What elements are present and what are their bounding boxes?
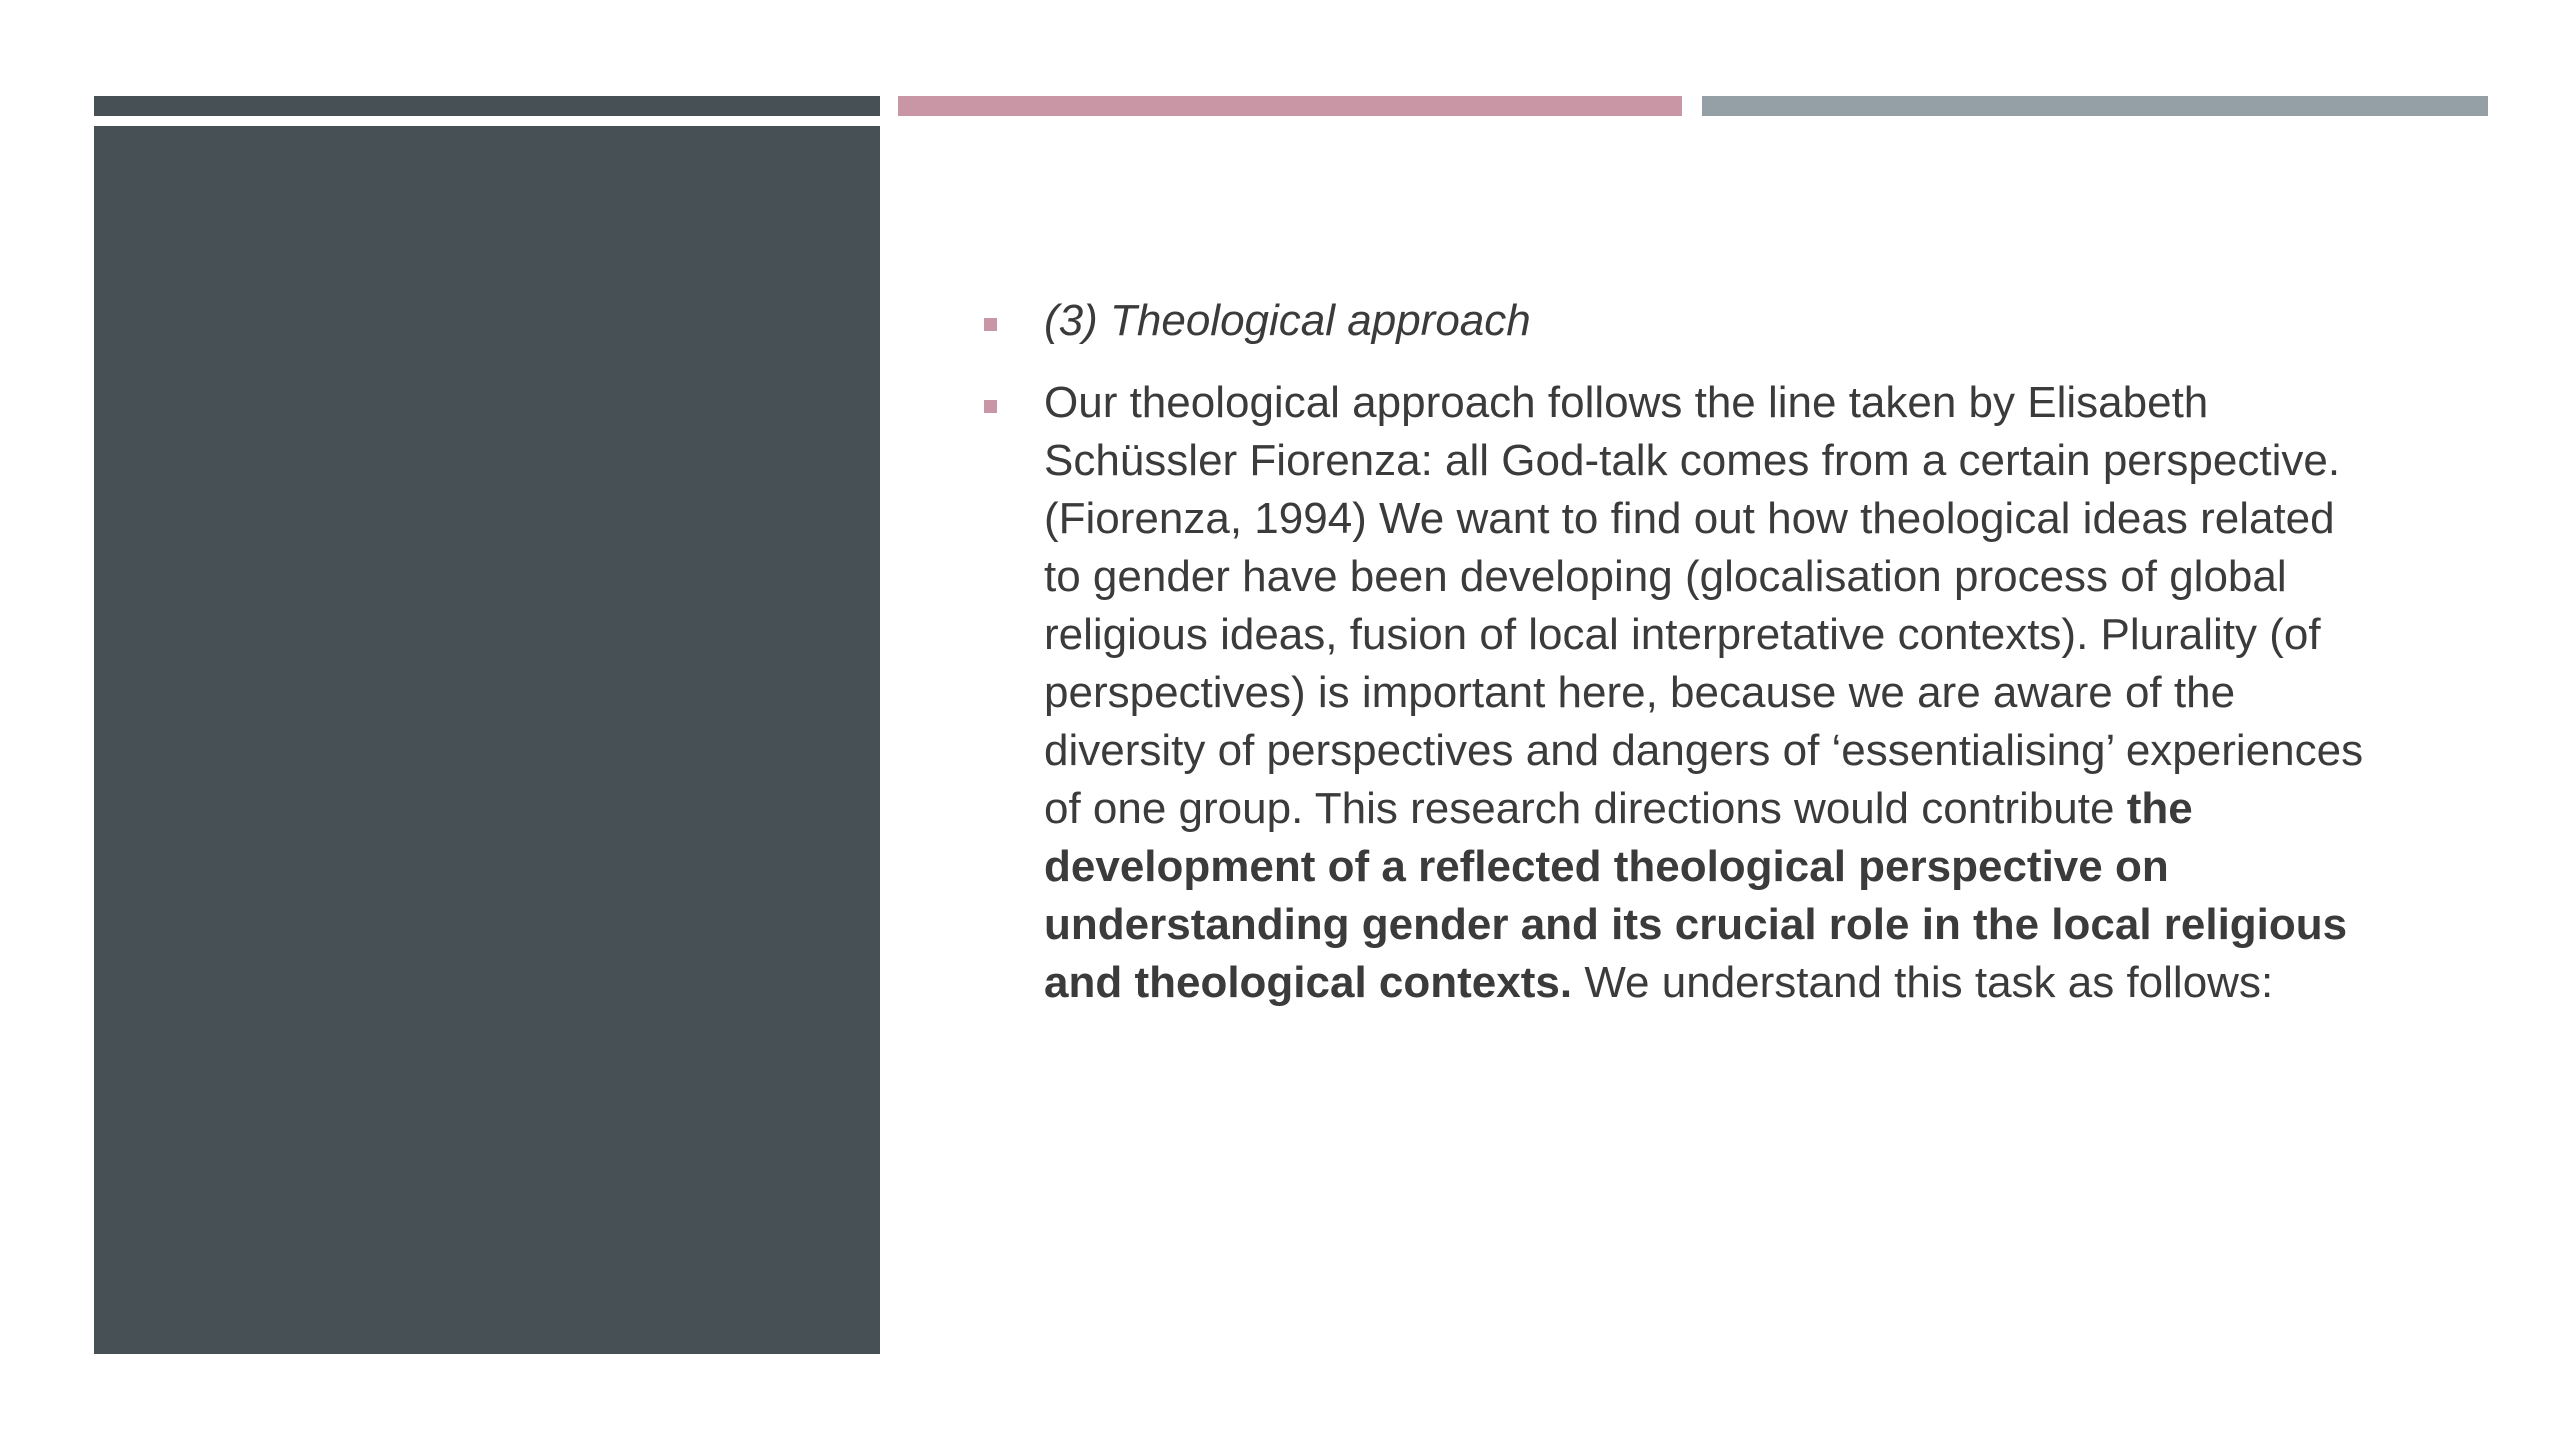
square-bullet-icon [984,400,997,413]
top-accent-bar-dark [94,96,880,116]
square-bullet-icon [984,318,997,331]
bullet-heading-text: (3) Theological approach [1044,296,1531,345]
left-decorative-panel [94,126,880,1354]
top-accent-bar-rose [898,96,1682,116]
paragraph-text: Our theological approach follows the line taken by Elisabeth Schüssler Fiorenza: all God-talk comes from a certain perspective. (Fiorenza, 1994) We want to find out how theological ideas related to gender have been developing (glocalisation process of global religious ideas, fusion of local interpretative contexts). Plurality (of perspectives) is important here, because we are aware of the diversity of perspectives and dangers of ‘essentialising’ experiences of one group. This research directions would contribute [1044,378,2364,833]
content-body [980,292,2370,1036]
paragraph-text-end: We understand this task as follows: [1572,958,2274,1007]
paragraph-emphasis: the development of a reflected theological perspective on understanding gender and its crucial role in the local religious and theological contexts. [1044,784,2348,1007]
bullet-item-paragraph [980,374,2370,1012]
bullet-item-heading [980,292,2370,350]
top-accent-bar-grey [1702,96,2488,116]
